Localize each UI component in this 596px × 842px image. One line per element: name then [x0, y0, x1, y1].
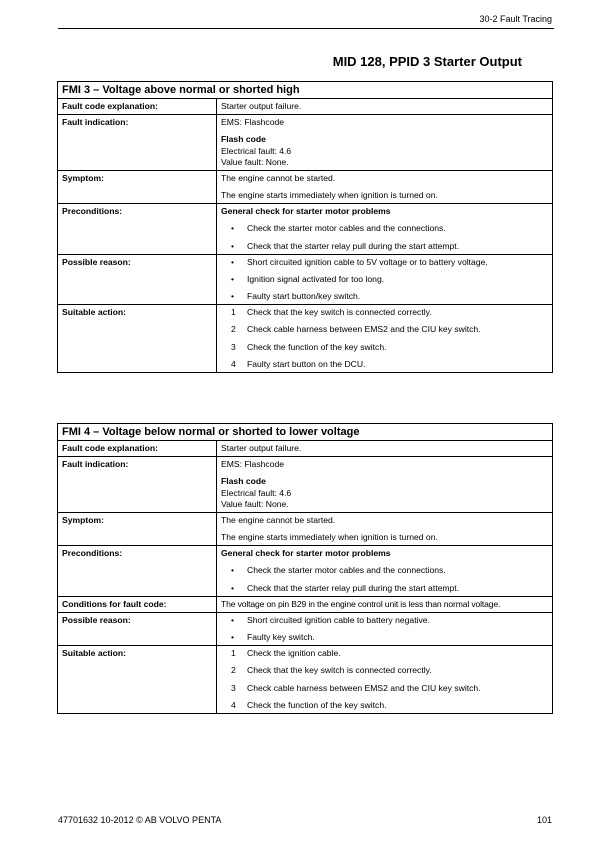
fault-indication: EMS: Flashcode [221, 117, 285, 128]
row-label: Fault indication: [58, 457, 217, 513]
list-item-text: Check cable harness between EMS2 and the CIU key switch. [247, 682, 481, 693]
number-marker: 2 [231, 324, 236, 335]
list-item-text: Check that the key switch is connected correctly. [247, 665, 432, 676]
electrical-fault: Electrical fault: 4.6 [221, 487, 292, 498]
symptom-text: The engine cannot be started. [221, 514, 336, 525]
table-row [58, 596, 553, 612]
bullet-marker: • [231, 614, 235, 625]
table-row [58, 254, 553, 305]
fault-indication-cell [217, 457, 553, 513]
list-item [221, 615, 548, 626]
row-label: Possible reason: [58, 612, 217, 645]
bullet-marker: • [231, 273, 235, 284]
list-item [221, 241, 548, 252]
list-item [221, 257, 548, 268]
fault-explanation: Starter output failure. [217, 441, 553, 457]
list-item [221, 342, 548, 353]
flash-code-heading: Flash code [221, 134, 266, 145]
fault-indication-cell [217, 115, 553, 171]
number-marker: 3 [231, 341, 236, 352]
list-item-text: Check that the starter relay pull during the start attempt. [247, 240, 460, 251]
value-fault: Value fault: None. [221, 156, 289, 167]
row-label: Fault code explanation: [58, 99, 217, 115]
row-label: Suitable action: [58, 305, 217, 373]
list-item [221, 307, 548, 318]
preconditions-cell [217, 204, 553, 255]
row-label: Preconditions: [58, 546, 217, 597]
bullet-marker: • [231, 291, 235, 302]
preconditions-heading: General check for starter motor problems [221, 548, 391, 559]
list-item [221, 274, 548, 285]
list-item-text: Short circuited ignition cable to battery negative. [247, 614, 430, 625]
number-marker: 2 [231, 665, 236, 676]
table-row [58, 512, 553, 545]
page-title: MID 128, PPID 3 Starter Output [332, 54, 522, 69]
list-item-text: Check the ignition cable. [247, 648, 341, 659]
bullet-marker: • [231, 223, 235, 234]
number-marker: 3 [231, 682, 236, 693]
table-row [58, 646, 553, 714]
list-item-text: Check that the starter relay pull during the start attempt. [247, 582, 460, 593]
list-item-text: Faulty start button/key switch. [247, 291, 361, 302]
reasons-cell [217, 254, 553, 305]
list-item-text: Check the function of the key switch. [247, 341, 387, 352]
list-item [221, 665, 548, 676]
number-marker: 4 [231, 358, 236, 369]
number-marker: 1 [231, 307, 236, 318]
flash-code-heading: Flash code [221, 476, 266, 487]
footer-doc-info: 47701632 10-2012 © AB VOLVO PENTA [58, 815, 222, 825]
row-label: Fault code explanation: [58, 441, 217, 457]
list-item-text: Short circuited ignition cable to 5V voltage or to battery voltage. [247, 256, 488, 267]
table-row [58, 170, 553, 203]
list-item [221, 565, 548, 576]
number-marker: 4 [231, 699, 236, 710]
table-row [58, 441, 553, 457]
list-item-text: Faulty key switch. [247, 632, 315, 643]
table-row [58, 305, 553, 373]
fault-explanation: Starter output failure. [217, 99, 553, 115]
section-header: 30-2 Fault Tracing [479, 14, 552, 24]
electrical-fault: Electrical fault: 4.6 [221, 145, 292, 156]
fmi3-title: FMI 3 – Voltage above normal or shorted high [58, 82, 553, 99]
list-item-text: Check the starter motor cables and the connections. [247, 223, 446, 234]
actions-cell [217, 305, 553, 373]
preconditions-cell [217, 546, 553, 597]
list-item [221, 683, 548, 694]
table-row [58, 115, 553, 171]
bullet-marker: • [231, 256, 235, 267]
symptom-text: The engine cannot be started. [221, 172, 336, 183]
list-item [221, 324, 548, 335]
list-item [221, 648, 548, 659]
symptom-cell [217, 170, 553, 203]
actions-cell [217, 646, 553, 714]
list-item-text: Check the starter motor cables and the connections. [247, 565, 446, 576]
page-number: 101 [536, 815, 552, 825]
fault-indication: EMS: Flashcode [221, 459, 285, 470]
table-row [58, 546, 553, 597]
preconditions-heading: General check for starter motor problems [221, 206, 391, 217]
value-fault: Value fault: None. [221, 498, 289, 509]
list-item [221, 632, 548, 643]
list-item-text: Faulty start button on the DCU. [247, 358, 366, 369]
row-label: Conditions for fault code: [58, 596, 217, 612]
reasons-cell [217, 612, 553, 645]
list-item [221, 291, 548, 302]
fmi4-table [57, 423, 553, 714]
fmi4-title: FMI 4 – Voltage below normal or shorted to lower voltage [58, 424, 553, 441]
row-label: Symptom: [58, 170, 217, 203]
symptom-text: The engine starts immediately when ignition is turned on. [221, 532, 438, 543]
symptom-text: The engine starts immediately when ignition is turned on. [221, 190, 438, 201]
list-item-text: Check cable harness between EMS2 and the CIU key switch. [247, 324, 481, 335]
list-item-text: Check the function of the key switch. [247, 699, 387, 710]
row-label: Symptom: [58, 512, 217, 545]
list-item [221, 583, 548, 594]
table-row [58, 204, 553, 255]
list-item [221, 223, 548, 234]
row-label: Preconditions: [58, 204, 217, 255]
table-row [58, 612, 553, 645]
row-label: Possible reason: [58, 254, 217, 305]
header-rule [58, 28, 554, 29]
fmi3-table [57, 81, 553, 373]
number-marker: 1 [231, 648, 236, 659]
table-row [58, 457, 553, 513]
conditions-text: The voltage on pin B29 in the engine control unit is less than normal voltage. [217, 596, 553, 612]
symptom-cell [217, 512, 553, 545]
row-label: Suitable action: [58, 646, 217, 714]
list-item [221, 359, 548, 370]
list-item [221, 700, 548, 711]
bullet-marker: • [231, 240, 235, 251]
bullet-marker: • [231, 632, 235, 643]
list-item-text: Check that the key switch is connected correctly. [247, 307, 432, 318]
list-item-text: Ignition signal activated for too long. [247, 273, 385, 284]
bullet-marker: • [231, 582, 235, 593]
table-row [58, 99, 553, 115]
bullet-marker: • [231, 565, 235, 576]
row-label: Fault indication: [58, 115, 217, 171]
